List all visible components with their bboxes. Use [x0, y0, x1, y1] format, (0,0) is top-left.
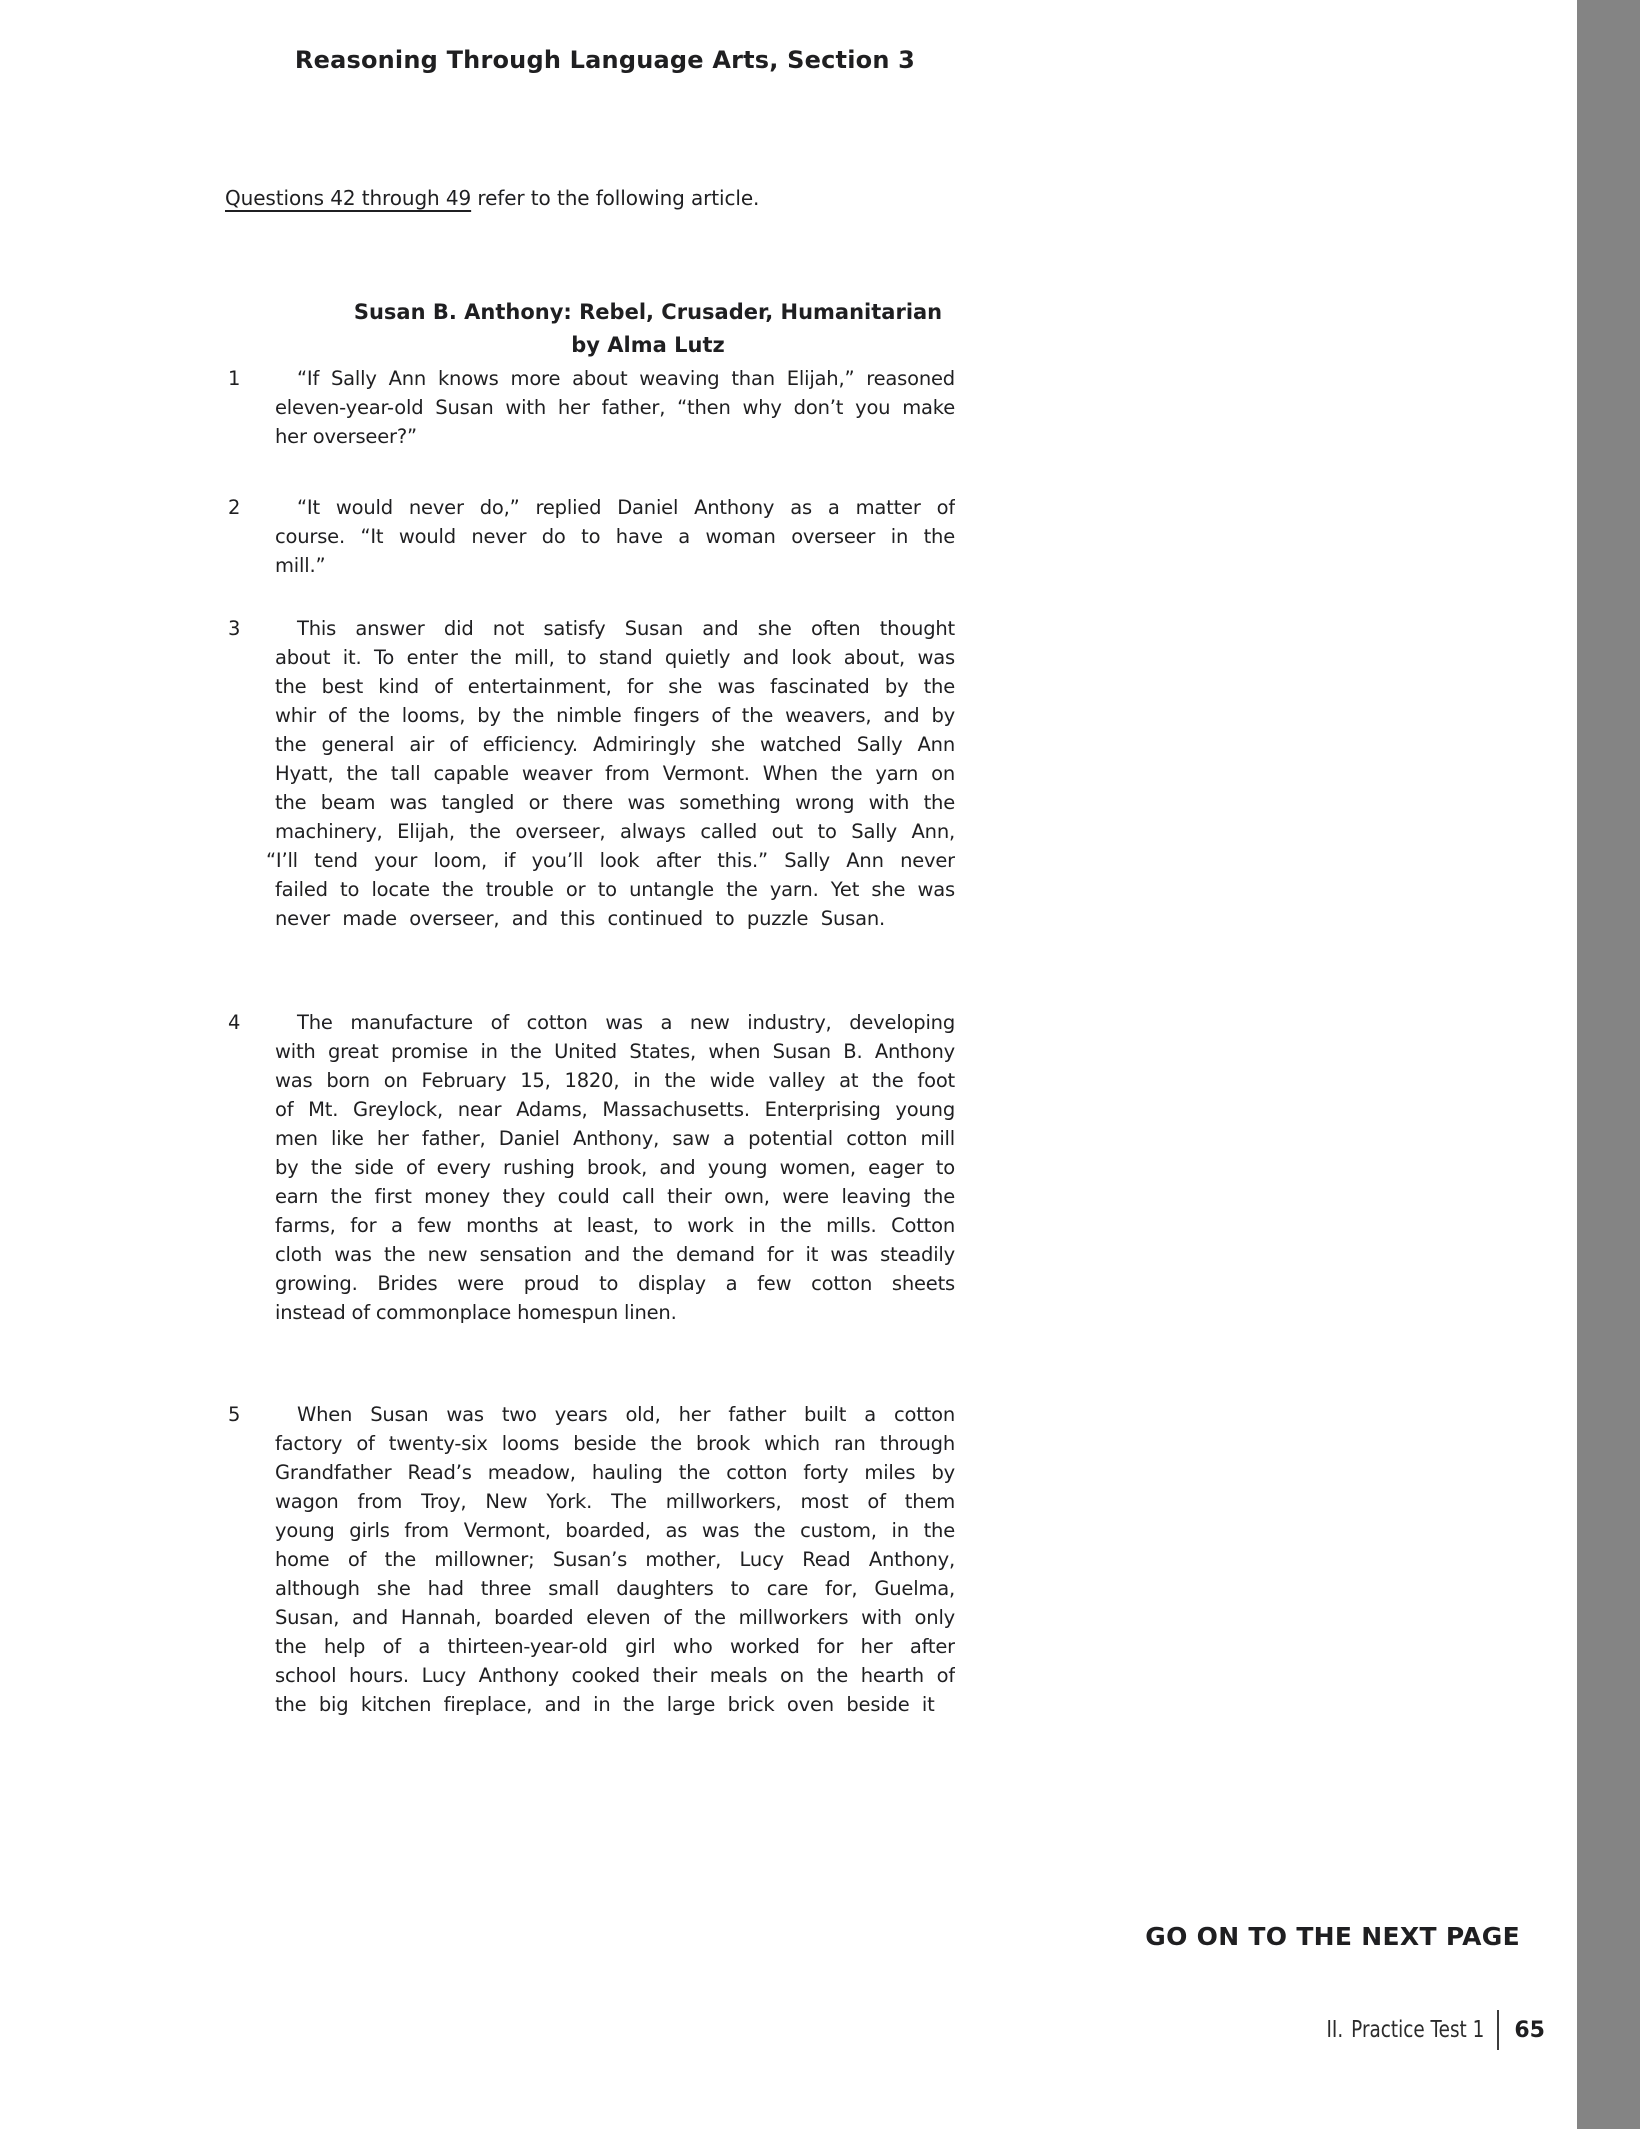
footer-test-name: Practice Test 1 [1351, 2017, 1485, 2043]
paragraph-line: Hyatt, the tall capable weaver from Vermont. When the yarn on [275, 762, 955, 785]
paragraph-line: Grandfather Read’s meadow, hauling the cotton forty miles by [275, 1461, 955, 1484]
paragraph-line: cloth was the new sensation and the demand for it was steadily [275, 1243, 955, 1266]
article-title: Susan B. Anthony: Rebel, Crusader, Humanitarian [353, 300, 943, 324]
paragraph-line: The manufacture of cotton was a new industry, developing [297, 1011, 955, 1034]
article-byline: by Alma Lutz [571, 333, 725, 357]
footer-page-number: 65 [1514, 2017, 1545, 2043]
questions-range: Questions 42 through 49 [225, 186, 472, 210]
paragraph-line: earn the first money they could call their own, were leaving the [275, 1185, 955, 1208]
go-on-notice: GO ON TO THE NEXT PAGE [1145, 1922, 1520, 1951]
paragraph-line: mill.” [275, 554, 326, 577]
paragraph-line: Susan, and Hannah, boarded eleven of the millworkers with only [275, 1606, 955, 1629]
paragraph-line: the help of a thirteen-year-old girl who worked for her after [275, 1635, 955, 1658]
intro-text [225, 186, 1125, 210]
page-edge-band [1577, 0, 1640, 2129]
paragraph-line: of Mt. Greylock, near Adams, Massachusetts. Enterprising young [275, 1098, 955, 1121]
paragraph-line: about it. To enter the mill, to stand quietly and look about, was [275, 646, 955, 669]
paragraph-number: 3 [228, 617, 241, 640]
paragraph-line: course. “It would never do to have a woman overseer in the [275, 525, 955, 548]
footer-test-label [1327, 2017, 1485, 2043]
page-title: Reasoning Through Language Arts, Section 3 [294, 46, 916, 74]
paragraph-line: “If Sally Ann knows more about weaving than Elijah,” reasoned [297, 367, 955, 390]
paragraph-line: school hours. Lucy Anthony cooked their meals on the hearth of [275, 1664, 955, 1687]
paragraph-number: 1 [228, 367, 241, 390]
paragraph-line: men like her father, Daniel Anthony, saw a potential cotton mill [275, 1127, 955, 1150]
paragraph-line: the best kind of entertainment, for she was fascinated by the [275, 675, 955, 698]
paragraph-line: failed to locate the trouble or to untangle the yarn. Yet she was [275, 878, 955, 901]
paragraph-line: “I’ll tend your loom, if you’ll look after this.” Sally Ann never [266, 849, 955, 872]
paragraph-line: although she had three small daughters to care for, Guelma, [275, 1577, 955, 1600]
paragraph-line: wagon from Troy, New York. The millworkers, most of them [275, 1490, 955, 1513]
paragraph-1 [228, 364, 955, 451]
paragraph-line: by the side of every rushing brook, and young women, eager to [275, 1156, 955, 1179]
paragraph-line: the big kitchen fireplace, and in the large brick oven beside it [275, 1693, 935, 1716]
paragraph-number: 2 [228, 496, 241, 519]
paragraph-line: instead of commonplace homespun linen. [275, 1301, 677, 1324]
paragraph-number: 4 [228, 1011, 241, 1034]
paragraph-line: home of the millowner; Susan’s mother, Lucy Read Anthony, [275, 1548, 955, 1571]
page-footer [1287, 2008, 1545, 2052]
footer-divider [1497, 2010, 1499, 2050]
paragraph-3 [228, 614, 955, 933]
footer-section-label: II. [1326, 2017, 1344, 2043]
paragraph-number: 5 [228, 1403, 241, 1426]
paragraph-line: the general air of efficiency. Admiringly she watched Sally Ann [275, 733, 955, 756]
paragraph-line: “It would never do,” replied Daniel Anthony as a matter of [297, 496, 955, 519]
paragraph-2 [228, 493, 955, 580]
paragraph-line: factory of twenty-six looms beside the brook which ran through [275, 1432, 955, 1455]
paragraph-line: whir of the looms, by the nimble fingers of the weavers, and by [275, 704, 955, 727]
paragraph-line: eleven-year-old Susan with her father, “then why don’t you make [275, 396, 955, 419]
paragraph-5 [228, 1400, 955, 1719]
paragraph-line: young girls from Vermont, boarded, as was the custom, in the [275, 1519, 955, 1542]
paragraph-line: her overseer?” [275, 425, 417, 448]
paragraph-line: with great promise in the United States, when Susan B. Anthony [275, 1040, 955, 1063]
paragraph-line: This answer did not satisfy Susan and she often thought [297, 617, 955, 640]
paragraph-line: never made overseer, and this continued to puzzle Susan. [275, 907, 885, 930]
paragraph-line: farms, for a few months at least, to work in the mills. Cotton [275, 1214, 955, 1237]
intro-rest: refer to the following article. [471, 186, 760, 210]
paragraph-4 [228, 1008, 955, 1327]
paragraph-line: the beam was tangled or there was something wrong with the [275, 791, 955, 814]
paragraph-line: was born on February 15, 1820, in the wide valley at the foot [275, 1069, 955, 1092]
paragraph-line: growing. Brides were proud to display a few cotton sheets [275, 1272, 955, 1295]
paragraph-line: machinery, Elijah, the overseer, always called out to Sally Ann, [275, 820, 955, 843]
paragraph-line: When Susan was two years old, her father built a cotton [297, 1403, 955, 1426]
